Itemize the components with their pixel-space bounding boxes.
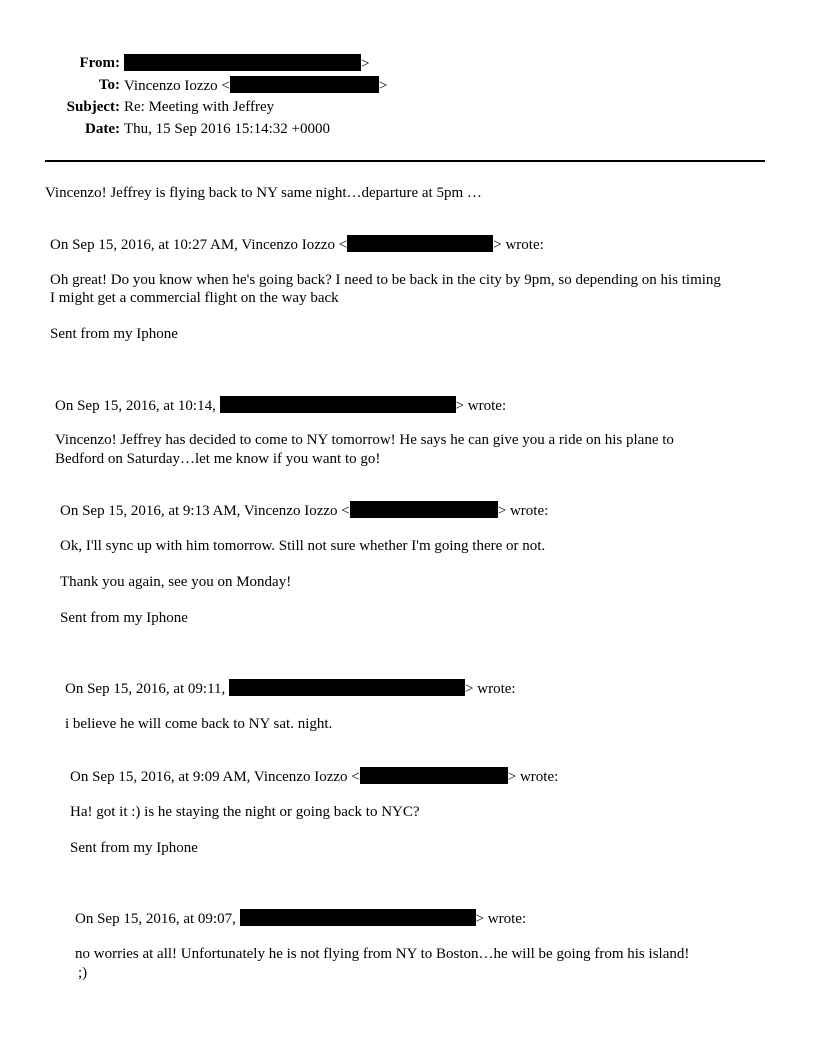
attribution-line [70,767,558,786]
message-line: Ha! got it :) is he staying the night or going back to NYC? [70,804,420,820]
message-line: Thank you again, see you on Monday! [60,574,292,590]
redaction-block [220,396,456,413]
from-value [124,54,369,73]
message-line: Ok, I'll sync up with him tomorrow. Still not sure whether I'm going there or not. [60,538,546,554]
message-line: no worries at all! Unfortunately he is not flying from NY to Boston…he will be going from his island! [75,946,690,962]
attribution-prefix: On Sep 15, 2016, at 10:27 AM, Vincenzo Iozzo < [50,237,348,253]
from-suffix: > [361,56,370,72]
top-message: Vincenzo! Jeffrey is flying back to NY same night…departure at 5pm … [45,185,482,201]
attribution-prefix: On Sep 15, 2016, at 09:11, [65,681,226,697]
date-value: Thu, 15 Sep 2016 15:14:32 +0000 [124,121,330,137]
redaction-block [124,54,361,71]
header-divider [45,160,765,162]
attribution-line [75,909,526,928]
redaction-block [230,76,379,93]
message-line: Oh great! Do you know when he's going back? I need to be back in the city by 9pm, so depending on his timing [50,272,721,288]
message-line: Vincenzo! Jeffrey has decided to come to NY tomorrow! He says he can give you a ride on his plane to [55,432,674,448]
message-line: i believe he will come back to NY sat. night. [65,716,333,732]
signature: Sent from my Iphone [70,840,198,856]
to-suffix: > [378,78,388,94]
attribution-suffix: > wrote: [465,681,516,697]
attribution-prefix: On Sep 15, 2016, at 09:07, [75,911,236,927]
attribution-suffix: > wrote: [493,237,544,253]
signature: Sent from my Iphone [50,326,178,342]
attribution-line [50,235,544,254]
message-line: ;) [78,965,88,981]
message-line: Bedford on Saturday…let me know if you want to go! [55,451,381,467]
attribution-suffix: > wrote: [475,911,527,927]
subject-label: Subject: [66,99,120,115]
redaction-block [347,235,493,252]
subject-value: Re: Meeting with Jeffrey [124,99,275,115]
to-name: Vincenzo Iozzo < [124,78,230,94]
date-label: Date: [85,121,120,137]
attribution-suffix: > wrote: [497,503,549,519]
attribution-line [55,396,506,415]
redaction-block [350,501,498,518]
signature: Sent from my Iphone [60,610,188,626]
to-value [124,76,387,95]
redaction-block [360,767,508,784]
attribution-suffix: > wrote: [507,769,559,785]
attribution-line [65,679,516,698]
from-label: From: [79,55,120,71]
attribution-prefix: On Sep 15, 2016, at 10:14, [55,398,216,414]
redaction-block [229,679,465,696]
attribution-line [60,501,548,520]
redaction-block [240,909,476,926]
attribution-prefix: On Sep 15, 2016, at 9:09 AM, Vincenzo Iozzo < [70,769,360,785]
message-line: I might get a commercial flight on the way back [50,290,339,306]
attribution-suffix: > wrote: [455,398,507,414]
attribution-prefix: On Sep 15, 2016, at 9:13 AM, Vincenzo Iozzo < [60,503,350,519]
to-label: To: [98,77,120,93]
